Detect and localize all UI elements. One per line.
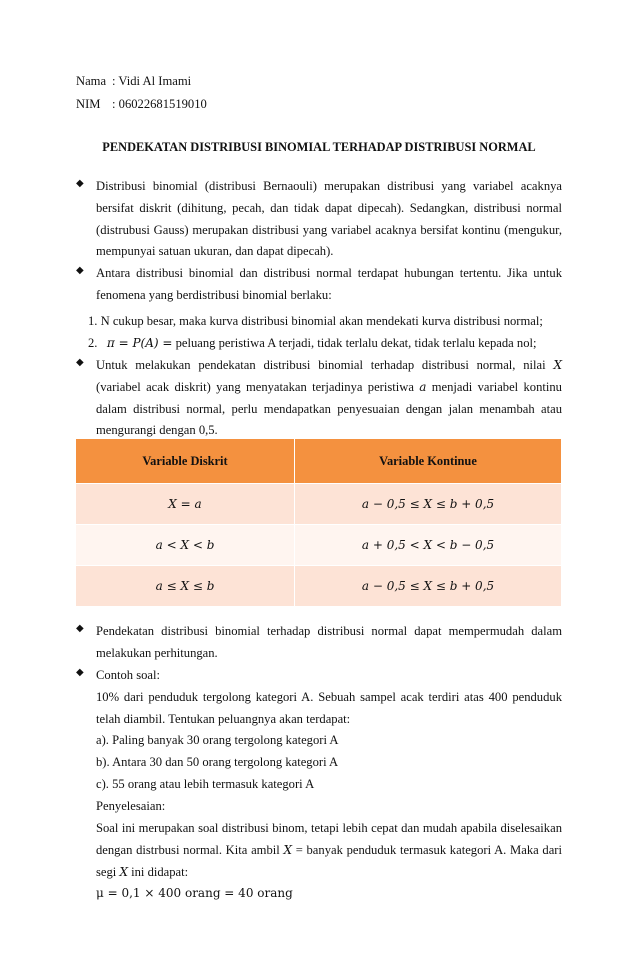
bullet-3-text bbox=[96, 355, 562, 442]
solution-part2: = banyak penduduk termasuk kategori A. Maka dari segi bbox=[96, 842, 562, 879]
solution-label: Penyelesaian: bbox=[96, 799, 166, 813]
conversion-table bbox=[76, 439, 562, 606]
document-title: PENDEKATAN DISTRIBUSI BINOMIAL TERHADAP DISTRIBUSI NORMAL bbox=[102, 140, 536, 154]
bullet-icon: ◆ bbox=[76, 265, 84, 276]
list-item-2-text: peluang peristiwa A terjadi, tidak terlalu dekat, tidak terlalu kepada nol; bbox=[172, 336, 537, 350]
list-item-2-math: π = P(A) = bbox=[106, 336, 173, 350]
name-row bbox=[76, 74, 191, 89]
solution-text bbox=[96, 818, 562, 883]
bullet-4 bbox=[76, 623, 562, 667]
nim-row bbox=[76, 97, 207, 112]
nim-label: NIM bbox=[76, 97, 101, 111]
table-header-row bbox=[76, 439, 562, 484]
bullet-2-text: Antara distribusi binomial dan distribusi normal terdapat hubungan tertentu. Jika untuk fenomena yang berdistribusi binomial berlaku: bbox=[96, 266, 562, 302]
table-row bbox=[76, 484, 562, 525]
var-x: X bbox=[553, 358, 562, 372]
example-c: c). 55 orang atau lebih termasuk kategori A bbox=[96, 777, 315, 791]
bullet-icon: ◆ bbox=[76, 623, 84, 634]
name-label: Nama bbox=[76, 74, 107, 88]
nim-value: : 06022681519010 bbox=[112, 97, 207, 111]
list-item-1: 1. N cukup besar, maka kurva distribusi binomial akan mendekati kurva distribusi normal; bbox=[88, 314, 543, 328]
table-row bbox=[76, 525, 562, 566]
bullet-icon: ◆ bbox=[76, 667, 84, 678]
bullet-5-text: Contoh soal: bbox=[96, 668, 161, 682]
table-cell: a − 0,5 ≤ X ≤ b + 0,5 bbox=[295, 484, 562, 525]
example-problem: 10% dari penduduk tergolong kategori A. Sebuah sampel acak terdiri atas 400 penduduk telah diambil. Tentukan peluangnya akan terdapat: bbox=[96, 690, 562, 726]
table-header-diskrit: Variable Diskrit bbox=[76, 439, 295, 484]
var-a: a bbox=[419, 379, 427, 394]
bullet-1 bbox=[76, 178, 562, 268]
solution-part3: ini didapat: bbox=[127, 864, 189, 879]
var-x: X bbox=[119, 864, 128, 879]
table-cell: a ≤ X ≤ b bbox=[76, 566, 295, 607]
name-value: : Vidi Al Imami bbox=[112, 74, 192, 88]
list-item-2-num: 2. bbox=[88, 336, 98, 350]
list-item-2 bbox=[88, 333, 554, 355]
bullet-2 bbox=[76, 265, 562, 311]
bullet-1-text: Distribusi binomial (distribusi Bernaouli) merupakan distribusi yang variabel acaknya bersifat diskrit (dihitung, pecah, dan tidak dapat dipecah). Sedangkan, distribusi normal (distrubusi Gauss) merupakan distribusi yang variabel acaknya bersifat kontinu (mengukur, mempunyai satuan ukuran, dan dapat dipecah). bbox=[96, 179, 562, 259]
table-row bbox=[76, 566, 562, 607]
bullet-3 bbox=[76, 357, 562, 445]
bullet-4-text: Pendekatan distribusi binomial terhadap distribusi normal dapat mempermudah dalam melakukan perhitungan. bbox=[96, 624, 562, 660]
table-header-kontinue: Variable Kontinue bbox=[295, 439, 562, 484]
table-cell: a − 0,5 ≤ X ≤ b + 0,5 bbox=[295, 566, 562, 607]
bullet-3-part1: Untuk melakukan pendekatan distribusi binomial terhadap distribusi normal, nilai bbox=[96, 358, 554, 372]
bullet-5 bbox=[76, 667, 562, 689]
example-b: b). Antara 30 dan 50 orang tergolong kategori A bbox=[96, 755, 339, 769]
bullet-3-part3: menjadi variabel kontinu dalam distribusi normal, perlu mendapatkan penyesuaian dengan jalan menambah atau mengurangi dengan 0,5. bbox=[96, 379, 562, 438]
var-x: X bbox=[283, 842, 292, 857]
bullet-icon: ◆ bbox=[76, 178, 84, 189]
example-a: a). Paling banyak 30 orang tergolong kategori A bbox=[96, 733, 339, 747]
mu-formula: μ = 0,1 × 400 orang = 40 orang bbox=[96, 886, 293, 900]
bullet-3-part2: (variabel acak diskrit) yang menyatakan terjadinya peristiwa bbox=[96, 379, 420, 394]
solution-part1: Soal ini merupakan soal distribusi binom, tetapi lebih cepat dan mudah apabila diselesaikan dengan distrbusi normal. Kita ambil bbox=[96, 821, 562, 857]
table-cell: X = a bbox=[76, 484, 295, 525]
table-cell: a + 0,5 < X < b − 0,5 bbox=[295, 525, 562, 566]
bullet-icon: ◆ bbox=[76, 357, 84, 368]
table-cell: a < X < b bbox=[76, 525, 295, 566]
